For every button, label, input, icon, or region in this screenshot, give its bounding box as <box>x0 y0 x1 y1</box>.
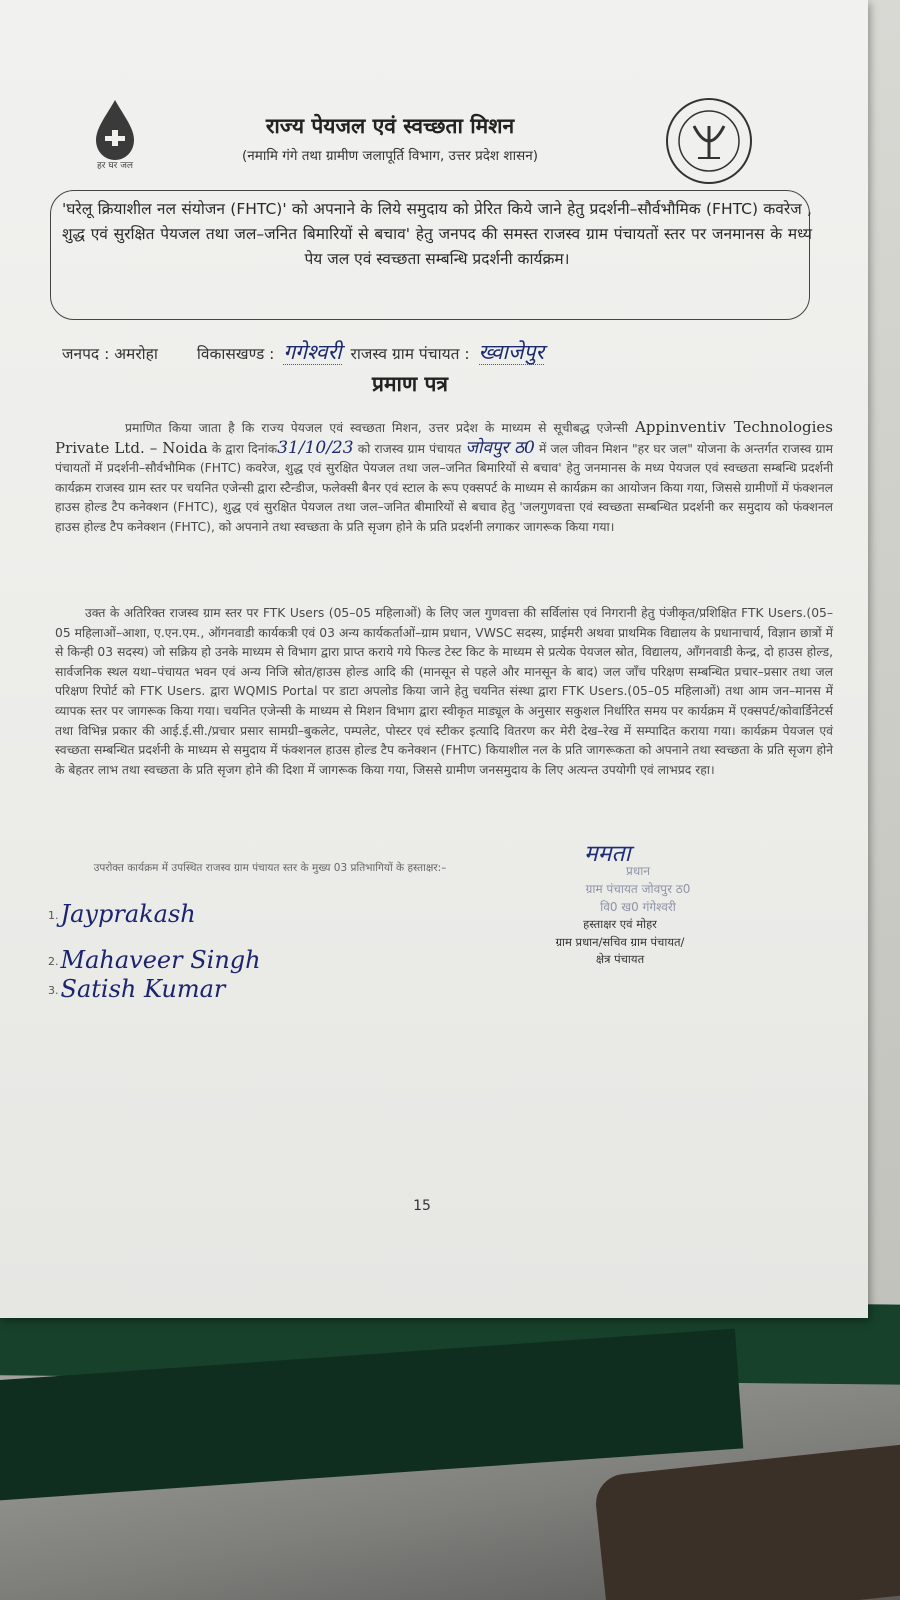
seal-emblem-icon <box>664 96 754 186</box>
programme-date: 31/10/23 <box>277 437 354 458</box>
panchayat-value: ख्वाजेपुर <box>478 340 545 364</box>
district-label: जनपद : अमरोहा <box>62 345 158 363</box>
signatory-block <box>520 916 720 969</box>
block-value: गगेश्वरी <box>283 340 342 364</box>
panchayat-label: राजस्व ग्राम पंचायत : <box>350 345 470 363</box>
participant-signature-1: 1.Jayprakash <box>48 900 196 928</box>
page-number: 15 <box>413 1198 431 1214</box>
up-government-seal <box>664 96 754 186</box>
mission-subtitle: (नमामि गंगे तथा ग्रामीण जलापूर्ति विभाग, उत्तर प्रदेश शासन) <box>242 148 538 164</box>
agency-name: Appinventiv Technologies Private Ltd. – Noida <box>55 418 833 457</box>
signatory-line-2: ग्राम प्रधान/सचिव ग्राम पंचायत/ <box>555 934 685 949</box>
village-name: जोवपुर ठ0 <box>465 437 535 458</box>
signatory-line-1: हस्ताक्षर एवं मोहर <box>583 917 657 931</box>
location-line <box>62 338 548 366</box>
programme-description: 'घरेलू क्रियाशील नल संयोजन (FHTC)' को अपनाने के लिये समुदाय को प्रेरित किये जाने हेतु प्रदर्शनी–सौर्वभौमिक (FHTC) कवरेज , शुद्ध एवं सुरक्षित पेयजल तथा जल–जनित बिमारियों से बचाव' हेतु जनपद की समस्त राजस्व ग्राम पंचायतों स्तर पर जनमानस के मध्य पेय जल एवं स्वच्छता सम्बन्धि प्रदर्शनी कार्यक्रम। <box>62 200 812 268</box>
participants-label: उपरोक्त कार्यक्रम में उपस्थित राजस्व ग्राम पंचायत स्तर के मुख्य 03 प्रतिभागियों के हस्ताक्षर:– <box>93 862 447 874</box>
participant-signature-3: 3.Satish Kumar <box>48 975 226 1003</box>
participant-signature-2: 2.Mahaveer Singh <box>48 946 261 974</box>
panchayat-stamp <box>548 862 728 916</box>
certificate-paragraph-2: उक्त के अतिरिक्त राजस्व ग्राम स्तर पर FTK Users (05–05 महिलाओं) के लिए जल गुणवत्ता की सर्विलांस एवं निगरानी हेतु पंजीकृत/प्रशिक्षित FTK Users.(05–05 महिलाओं–आशा, ए.एन.एम., ऑगनवाडी कार्यकत्री एवं 03 अन्य कार्यकर्ताओं–ग्राम प्रधान, VWSC सदस्य, प्राईमरी अथवा प्राथमिक विद्यालय के प्रधानाचार्य, विज्ञान छात्रों में से किन्ही 03 सदस्य) जो सक्रिय हो उनके माध्यम से विभाग द्वारा प्राप्त कराये गये फिल्ड टेस्ट किट के माध्यम से प्रत्येक पेयजल स्रोत, विद्यालय, आँगनवाडी केन्द्र, दो हाउस होल्ड, सार्वजनिक स्थल यथा–पंचायत भवन एवं अन्य निजि स्रोत/हाउस होल्ड आदि की (मानसून से पहले और मानसून के बाद) जल जाँच परिक्षण सम्बन्धित प्रचार–प्रसार तथा जल परिक्षण रिपोर्ट को FTK Users. द्वारा WQMIS Portal पर डाटा अपलोड किया जाने हेतु चयनित संस्था द्वारा FTK Users.(05–05 महिलाओं) तथा आम जन–मानस में व्यापक स्तर पर जागरूक किया गया। चयनित एजेन्सी के माध्यम से मिशन विभाग द्वारा स्वीकृत माड्यूल के अनुसार सकुशल निर्धारित समय पर कार्यक्रम में एक्सपर्ट/कोवार्डिनेटर्स तथा विभिन्न प्रकार की आई.ई.सी./प्रचार प्रसार सामग्री–बुकलेट, पम्पलेट, पोस्टर एवं स्टीकर इत्यादि वितरण कर मेरी देख–रेख में सम्पादित कराया गया। कार्यक्रम पेयजल एवं स्वच्छता सम्बन्धित प्रदर्शनी के माध्यम से समुदाय में फंक्शनल हाउस होल्ड टैप कनेक्शन (FHTC) कियाशील नल के प्रति जागरूकता को अपनाने तथा स्वच्छता के प्रति सृजग होने के बेहतर लाभ तथा स्वच्छता के प्रति सृजग होने की दिशा में जागरूक किया गया, जिससे ग्रामीण जनसमुदाय के लिए अत्यन्त उपयोगी एवं लाभप्रद रहा। <box>55 606 833 777</box>
para1-part-b: के द्वारा दिनांक <box>211 441 278 456</box>
stamp-line-2: ग्राम पंचायत जोवपुर ठ0 <box>585 882 691 896</box>
certificate-heading: प्रमाण पत्र <box>372 372 448 396</box>
stamp-line-1: प्रधान <box>626 864 650 878</box>
para1-part-d: में जल जीवन मिशन "हर घर जल" योजना के अन्तर्गत राजस्व ग्राम पंचायतों में प्रदर्शनी–सौर्वभौमिक (FHTC) कवरेज, शुद्ध एवं सुरक्षित पेयजल तथा जल–जनित बिमारियों से बचाव' हेतु जनमानस के मध्य पेयजल एवं स्वच्छता सम्बन्धि प्रदर्शनी कार्यक्रम राजस्व ग्राम स्तर पर चयनित एजेन्सी द्वारा स्टैन्डीज, फलेक्सी बैनर एवं स्टाल के रूप एक्सपर्ट के माध्यम से कार्यक्रम का आयोजन किया गया, जिससे ग्रामीणों में फंक्शनल हाउस होल्ड टैप कनेक्शन (FHTC), शुद्ध एवं सुरक्षित पेयजल तथा जल–जनित बीमारियों से बचाव हेतु 'जलगुणवत्ता एवं स्वच्छता सम्बन्धित प्रदर्शनी कर समुदाय को फंक्शनल हाउस होल्ड टैप कनेक्शन (FHTC), को अपनाने तथा स्वच्छता के प्रति सृजग होने के प्रति प्रदर्शनी लगाकर जागरूक किया गया। <box>55 441 833 534</box>
mission-title: राज्य पेयजल एवं स्वच्छता मिशन <box>265 114 515 138</box>
para1-part-c: को राजस्व ग्राम पंचायत <box>357 441 462 456</box>
logo-caption: हर घर जल <box>97 161 133 171</box>
signatory-line-3: क्षेत्र पंचायत <box>595 952 645 966</box>
certificate-paragraph-1 <box>55 418 833 538</box>
har-ghar-jal-logo <box>80 96 150 176</box>
para1-part-a: प्रमाणित किया जाता है कि राज्य पेयजल एवं स्वच्छता मिशन, उत्तर प्रदेश के माध्यम से सूचीबद्ध एजेन्सी <box>125 421 628 435</box>
stamp-line-3: वि0 ख0 गंगेश्वरी <box>600 900 676 914</box>
pradhan-signature: ममता <box>584 841 631 867</box>
block-label: विकासखण्ड : <box>196 345 275 363</box>
